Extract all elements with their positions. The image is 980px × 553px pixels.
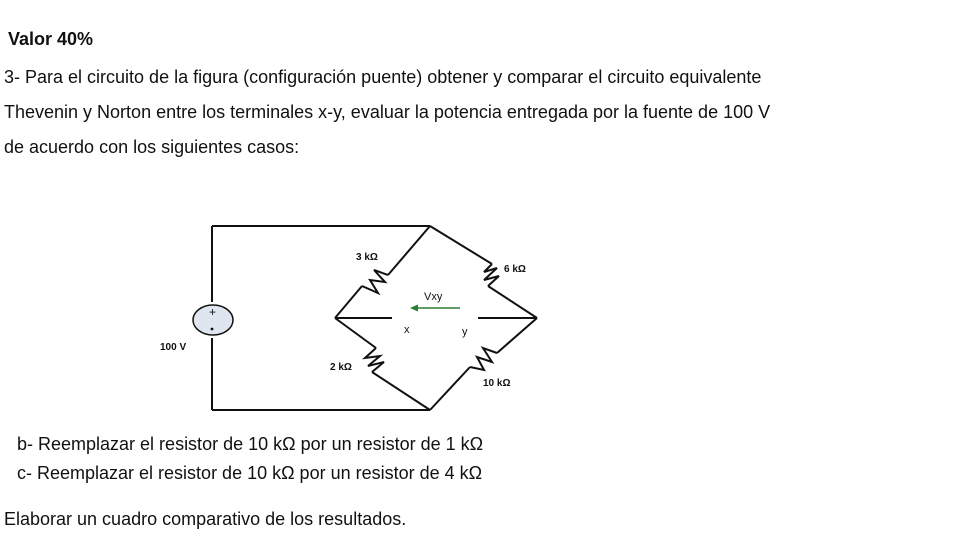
case-item: b- Reemplazar el resistor de 10 kΩ por un resistor de 1 kΩ [17,434,484,454]
wire-to-left-node [335,286,362,318]
problem-line: Thevenin y Norton entre los terminales x-y, evaluar la potencia entregada por la fuente de 100 V [4,102,771,122]
problem-line: de acuerdo con los siguientes casos: [4,137,300,157]
resistor-3k-zigzag [362,270,388,293]
label-terminal-x: x [404,324,410,336]
resistor-10k-zigzag [470,348,497,370]
wire-right-node-down [497,318,537,353]
label-r-2k: 2 kΩ [330,362,352,373]
source-plus-sign: + [209,305,217,319]
label-source-100v: 100 V [160,342,187,353]
resistor-6k-zigzag [484,264,499,286]
label-terminal-y: y [462,326,468,338]
valor-heading: Valor 40% [8,29,94,49]
closing-instruction: Elaborar un cuadro comparativo de los resultados. [4,509,407,529]
label-vxy: Vxy [424,291,443,303]
wire-bottom-right-branch [430,367,470,410]
source-minus-dot [211,328,214,331]
wire-bottom-left-branch [372,372,430,410]
wire-to-right-node [488,286,537,318]
vxy-arrowhead-icon [410,305,418,312]
label-r-3k: 3 kΩ [356,252,378,263]
cases-list [17,430,483,488]
problem-line: 3- Para el circuito de la figura (configuración puente) obtener y comparar el circuito equivalente [4,67,762,87]
label-r-6k: 6 kΩ [504,264,526,275]
case-item: c- Reemplazar el resistor de 10 kΩ por un resistor de 4 kΩ [17,463,483,483]
wire-left-node-down [335,318,376,348]
wire-top-right-branch [430,226,492,264]
resistor-2k-zigzag [365,348,384,372]
wire-top-left-branch [388,226,430,275]
label-r-10k: 10 kΩ [483,378,511,389]
